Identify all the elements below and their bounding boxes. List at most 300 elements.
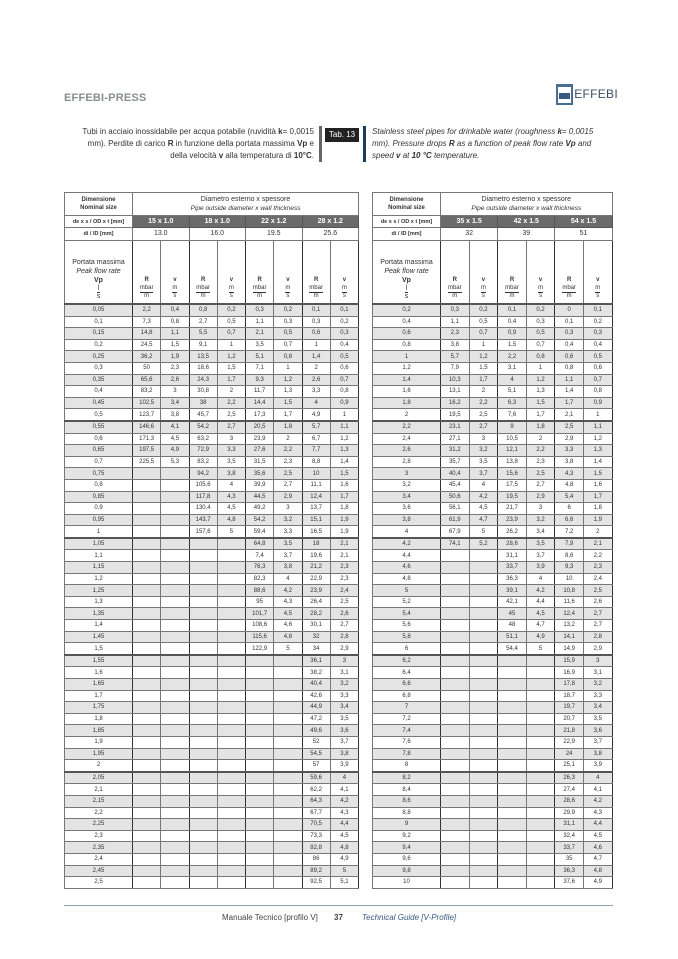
velocity-cell (161, 573, 189, 585)
velocity-cell (217, 784, 245, 796)
table-row (373, 304, 613, 316)
velocity-cell (526, 842, 555, 854)
pressure-drop-cell (441, 725, 470, 737)
velocity-cell (526, 725, 555, 737)
table-row (65, 608, 359, 620)
pressure-drop-cell (133, 807, 161, 819)
pressure-drop-cell (189, 620, 217, 632)
velocity-cell: 3 (330, 655, 358, 667)
flow-rate-cell: 0,95 (65, 514, 133, 526)
velocity-cell (161, 819, 189, 831)
pressure-drop-cell: 0 (555, 304, 584, 316)
pressure-drop-cell: 14,9 (555, 643, 584, 655)
od-label: de x s / OD x t [mm] (65, 216, 133, 228)
pressure-drop-cell (189, 830, 217, 842)
table-row (373, 736, 613, 748)
pressure-drop-cell (246, 655, 274, 667)
velocity-cell: 2,7 (274, 479, 302, 491)
diameter-header: Diametro esterno x spessore Pipe outside diameter x wall thickness (441, 193, 613, 216)
pressure-drop-cell (133, 702, 161, 714)
pressure-drop-header: R $\frac{\text{mbar}}{m}$ (302, 241, 330, 305)
pressure-drop-cell: 13,7 (302, 503, 330, 515)
brand-title: EFFEBI-PRESS (64, 92, 147, 104)
effebi-logo (556, 84, 618, 104)
pressure-drop-cell (498, 842, 527, 854)
table-row (373, 667, 613, 679)
velocity-cell: 1,5 (217, 362, 245, 374)
velocity-cell: 4 (330, 772, 358, 784)
pressure-drop-cell: 83,2 (189, 456, 217, 468)
table-row (65, 573, 359, 585)
pressure-drop-cell: 28,2 (302, 608, 330, 620)
pressure-drop-cell: 9 (498, 421, 527, 433)
table-row (65, 725, 359, 737)
pressure-drop-cell: 5,1 (246, 351, 274, 363)
flow-rate-cell: 1,3 (65, 596, 133, 608)
pressure-drop-cell: 34 (302, 643, 330, 655)
pressure-drop-cell: 88,6 (246, 585, 274, 597)
pressure-drop-cell: 31,5 (246, 456, 274, 468)
pressure-drop-cell: 101,7 (246, 608, 274, 620)
velocity-cell: 0,2 (526, 304, 555, 316)
pressure-drop-cell (246, 760, 274, 772)
velocity-cell: 2,3 (274, 456, 302, 468)
pressure-drop-cell: 20,5 (246, 421, 274, 433)
pressure-drop-cell: 2 (302, 362, 330, 374)
flow-rate-cell: 8,8 (373, 807, 441, 819)
velocity-cell (469, 748, 498, 760)
table-row (65, 760, 359, 772)
velocity-cell (274, 853, 302, 865)
velocity-cell: 3,5 (330, 713, 358, 725)
velocity-cell: 1 (469, 339, 498, 351)
velocity-cell: 3,5 (217, 456, 245, 468)
pressure-drop-cell: 130,4 (189, 503, 217, 515)
velocity-cell: 1,1 (330, 421, 358, 433)
velocity-cell: 0,2 (330, 316, 358, 328)
velocity-cell: 3,4 (161, 397, 189, 409)
velocity-cell (526, 713, 555, 725)
velocity-cell (161, 865, 189, 877)
velocity-cell (274, 655, 302, 667)
velocity-cell: 4,3 (330, 807, 358, 819)
velocity-cell: 2,1 (330, 550, 358, 562)
velocity-cell (217, 550, 245, 562)
pressure-drop-cell (441, 655, 470, 667)
table-row (65, 491, 359, 503)
velocity-cell: 3,2 (330, 679, 358, 691)
table-row (65, 362, 359, 374)
velocity-header: v $\frac{m}{s}$ (469, 241, 498, 305)
flow-rate-cell: 0,3 (65, 362, 133, 374)
unit-fraction: $\frac{\text{mbar}}{m}$ (252, 285, 267, 299)
pressure-drop-cell (189, 877, 217, 889)
table-row (65, 585, 359, 597)
pressure-drop-cell: 36,3 (555, 865, 584, 877)
velocity-cell: 4,1 (161, 421, 189, 433)
pressure-drop-cell (133, 608, 161, 620)
table-row (65, 748, 359, 760)
velocity-cell: 2,3 (583, 562, 612, 574)
velocity-cell: 3,3 (217, 445, 245, 457)
velocity-cell (526, 795, 555, 807)
pressure-drop-cell: 21,8 (555, 725, 584, 737)
divider-bar (363, 126, 366, 162)
caption-bold: 10 °C (411, 151, 432, 160)
pressure-drop-cell: 44,5 (246, 491, 274, 503)
table-row (373, 538, 613, 550)
velocity-cell: 3 (526, 503, 555, 515)
velocity-cell (526, 807, 555, 819)
pressure-drop-cell: 2,6 (302, 374, 330, 386)
pressure-drop-cell (189, 608, 217, 620)
velocity-cell: 0,5 (217, 316, 245, 328)
velocity-cell: 2,5 (526, 468, 555, 480)
velocity-cell: 5 (526, 643, 555, 655)
table-row (373, 468, 613, 480)
pressure-drop-cell: 59,6 (302, 772, 330, 784)
pressure-drop-cell (133, 550, 161, 562)
pressure-drop-cell (498, 679, 527, 691)
table-row (373, 679, 613, 691)
velocity-cell (274, 807, 302, 819)
flow-rate-cell: 8,4 (373, 784, 441, 796)
flow-rate-cell: 9,6 (373, 853, 441, 865)
velocity-cell (161, 713, 189, 725)
velocity-cell (217, 772, 245, 784)
velocity-cell (469, 550, 498, 562)
pressure-drop-cell: 0,9 (498, 328, 527, 340)
pressure-drop-cell: 67,7 (302, 807, 330, 819)
velocity-cell: 2,9 (274, 491, 302, 503)
pressure-drop-cell: 36,2 (133, 351, 161, 363)
table-row (373, 479, 613, 491)
pressure-drop-cell (133, 830, 161, 842)
velocity-cell (469, 573, 498, 585)
flow-rate-cell: 0,55 (65, 421, 133, 433)
velocity-cell (526, 760, 555, 772)
flow-rate-cell: 2,6 (373, 445, 441, 457)
pressure-drop-cell: 7,4 (246, 550, 274, 562)
velocity-cell: 0,9 (330, 397, 358, 409)
pressure-drop-cell (498, 655, 527, 667)
velocity-header: v $\frac{m}{s}$ (274, 241, 302, 305)
velocity-cell (526, 667, 555, 679)
table-row (373, 596, 613, 608)
table-row (65, 526, 359, 538)
pressure-drop-cell (441, 713, 470, 725)
velocity-cell: 0,6 (330, 362, 358, 374)
pipe-size-header: 54 x 1.5 (555, 216, 612, 228)
pressure-drop-cell: 10,3 (441, 374, 470, 386)
velocity-cell: 1,5 (583, 468, 612, 480)
velocity-cell: 4,9 (161, 445, 189, 457)
velocity-cell: 0,7 (330, 374, 358, 386)
velocity-cell (217, 760, 245, 772)
velocity-cell (274, 784, 302, 796)
velocity-cell: 0,2 (469, 304, 498, 316)
velocity-cell: 0,3 (330, 328, 358, 340)
flow-rate-cell: 0,35 (65, 374, 133, 386)
velocity-cell: 1,8 (583, 503, 612, 515)
table-row (373, 830, 613, 842)
pressure-drop-cell (133, 596, 161, 608)
flow-rate-cell: 0,15 (65, 328, 133, 340)
pressure-drop-cell (441, 865, 470, 877)
flow-rate-cell: 1,8 (65, 713, 133, 725)
pressure-drop-cell: 20,7 (555, 713, 584, 725)
velocity-cell: 0,7 (217, 328, 245, 340)
velocity-cell (161, 795, 189, 807)
velocity-cell: 4,1 (583, 784, 612, 796)
pressure-drop-cell (133, 479, 161, 491)
flow-rate-cell: 3 (373, 468, 441, 480)
table-row (373, 550, 613, 562)
flow-rate-cell: 6,4 (373, 667, 441, 679)
flow-rate-cell: 9 (373, 819, 441, 831)
velocity-cell: 4,5 (217, 503, 245, 515)
flow-rate-cell: 2 (373, 409, 441, 421)
pressure-drop-cell: 59,4 (246, 526, 274, 538)
velocity-cell (526, 690, 555, 702)
velocity-cell: 3,7 (330, 736, 358, 748)
pressure-drop-cell: 27,6 (246, 445, 274, 457)
flow-rate-cell: 6,8 (373, 690, 441, 702)
unit-fraction: $\frac{\text{mbar}}{m}$ (309, 285, 323, 299)
pressure-drop-cell: 16,5 (302, 526, 330, 538)
pressure-drop-cell: 50,6 (441, 491, 470, 503)
flow-rate-cell: 7,2 (373, 713, 441, 725)
pressure-drop-cell (133, 736, 161, 748)
pressure-drop-cell: 13,2 (555, 620, 584, 632)
flow-rate-cell: 1,5 (65, 643, 133, 655)
pressure-drop-cell: 95 (246, 596, 274, 608)
velocity-cell (217, 690, 245, 702)
pressure-drop-cell: 12,4 (302, 491, 330, 503)
pressure-drop-cell: 16,9 (555, 667, 584, 679)
pressure-drop-cell: 9,3 (555, 562, 584, 574)
velocity-cell: 0,8 (583, 386, 612, 398)
flow-rate-cell: 5,4 (373, 608, 441, 620)
velocity-cell: 5 (330, 865, 358, 877)
pressure-drop-cell: 39,1 (498, 585, 527, 597)
unit-fraction: $\frac{m}{s}$ (228, 285, 234, 299)
velocity-cell (469, 877, 498, 889)
pressure-drop-cell: 2,9 (555, 433, 584, 445)
unit-fraction: $\frac{m}{s}$ (595, 285, 601, 299)
pressure-drop-cell (498, 795, 527, 807)
velocity-cell: 0,5 (330, 351, 358, 363)
velocity-cell: 4,8 (274, 631, 302, 643)
pressure-drop-cell: 3,8 (555, 456, 584, 468)
pressure-drop-cell: 4 (302, 397, 330, 409)
pressure-drop-cell (133, 620, 161, 632)
velocity-cell: 3,5 (469, 456, 498, 468)
pressure-drop-cell (189, 596, 217, 608)
flow-rate-cell: 1,4 (373, 374, 441, 386)
pressure-drop-cell: 3,1 (498, 362, 527, 374)
pressure-drop-cell (133, 748, 161, 760)
flow-rate-cell: 10 (373, 877, 441, 889)
velocity-cell: 2,9 (526, 491, 555, 503)
pressure-drop-cell: 19,6 (302, 550, 330, 562)
flow-rate-cell: 9,2 (373, 830, 441, 842)
table-row (65, 433, 359, 445)
flow-rate-cell: 2,35 (65, 842, 133, 854)
pressure-drop-cell (441, 690, 470, 702)
pressure-drop-cell: 197,5 (133, 445, 161, 457)
pressure-drop-cell: 0,4 (498, 316, 527, 328)
flow-rate-cell: 6,2 (373, 655, 441, 667)
velocity-cell (217, 631, 245, 643)
pressure-drop-cell (441, 784, 470, 796)
pressure-drop-cell (133, 514, 161, 526)
velocity-cell (274, 760, 302, 772)
pressure-drop-cell: 54,5 (302, 748, 330, 760)
velocity-cell (469, 736, 498, 748)
velocity-cell (217, 643, 245, 655)
velocity-cell: 1,2 (217, 351, 245, 363)
pressure-drop-cell (133, 713, 161, 725)
pressure-drop-cell: 2,2 (133, 304, 161, 316)
pressure-drop-cell (189, 842, 217, 854)
flow-rate-cell: 1,8 (373, 397, 441, 409)
flow-rate-cell: 0,6 (373, 328, 441, 340)
pressure-drop-cell (133, 491, 161, 503)
pressure-drop-cell (246, 795, 274, 807)
flow-rate-header: Portata massima Peak flow rate Vp $\frac{l}{s}$ (65, 241, 133, 305)
pressure-drop-table-right (372, 192, 613, 889)
velocity-cell (469, 853, 498, 865)
flow-rate-cell: 1,15 (65, 562, 133, 574)
velocity-cell (469, 585, 498, 597)
velocity-cell: 0,5 (526, 328, 555, 340)
pressure-drop-cell (246, 702, 274, 714)
velocity-cell: 1,9 (330, 526, 358, 538)
pressure-drop-cell (441, 550, 470, 562)
unit-fraction: $\frac{\text{mbar}}{m}$ (447, 285, 462, 299)
pressure-drop-cell: 13,1 (441, 386, 470, 398)
velocity-cell: 1,1 (583, 421, 612, 433)
pressure-drop-cell: 0,3 (555, 328, 584, 340)
pressure-drop-cell: 1,7 (555, 397, 584, 409)
pressure-drop-cell: 11,7 (246, 386, 274, 398)
velocity-header: v $\frac{m}{s}$ (161, 241, 189, 305)
pressure-drop-cell (441, 643, 470, 655)
table-row (373, 620, 613, 632)
caption-bold: Vp (297, 139, 308, 148)
flow-rate-cell: 8,6 (373, 795, 441, 807)
pressure-drop-cell: 36,1 (302, 655, 330, 667)
pressure-drop-cell (189, 667, 217, 679)
velocity-cell (161, 538, 189, 550)
pressure-drop-cell (441, 795, 470, 807)
pressure-drop-cell: 225,5 (133, 456, 161, 468)
table-row (373, 877, 613, 889)
velocity-cell (161, 491, 189, 503)
velocity-cell: 4,8 (330, 842, 358, 854)
flow-rate-cell: 2,4 (65, 853, 133, 865)
flow-rate-cell: 1 (373, 351, 441, 363)
caption-bold: k (278, 127, 283, 136)
od-label: de x s / OD x t [mm] (373, 216, 441, 228)
table-row (65, 772, 359, 784)
flow-rate-cell: 3,6 (373, 503, 441, 515)
pressure-drop-cell: 7,9 (555, 538, 584, 550)
pressure-drop-cell: 4,3 (555, 468, 584, 480)
velocity-cell (161, 643, 189, 655)
pressure-drop-cell (246, 748, 274, 760)
table-row (373, 433, 613, 445)
velocity-cell (526, 655, 555, 667)
flow-rate-cell: 0,2 (373, 304, 441, 316)
pressure-drop-cell (133, 538, 161, 550)
velocity-cell: 2,1 (583, 538, 612, 550)
velocity-cell: 2,4 (583, 573, 612, 585)
pressure-drop-cell: 2,1 (246, 328, 274, 340)
velocity-cell (469, 690, 498, 702)
pressure-drop-cell: 4 (498, 374, 527, 386)
velocity-cell: 0,5 (469, 316, 498, 328)
caption-text: = 0,0015 mm). Perdite di carico (87, 127, 314, 148)
pressure-drop-cell (133, 679, 161, 691)
pressure-drop-cell: 36,3 (498, 573, 527, 585)
velocity-cell (217, 877, 245, 889)
caption-text: . (311, 151, 314, 160)
table-row (65, 853, 359, 865)
pressure-drop-cell: 19,5 (441, 409, 470, 421)
pressure-drop-cell (441, 596, 470, 608)
pressure-drop-cell: 39,9 (246, 479, 274, 491)
pressure-drop-cell: 27,4 (555, 784, 584, 796)
pressure-drop-cell: 21,2 (302, 562, 330, 574)
pressure-drop-cell (133, 655, 161, 667)
pressure-drop-cell: 8,8 (302, 456, 330, 468)
pressure-drop-cell (498, 748, 527, 760)
unit-fraction: $\frac{l}{s}$ (96, 285, 101, 300)
pressure-drop-cell: 40,4 (441, 468, 470, 480)
table-row (65, 830, 359, 842)
pressure-drop-cell (441, 667, 470, 679)
flow-rate-cell: 1,6 (65, 667, 133, 679)
table-row (65, 514, 359, 526)
velocity-cell: 0,8 (274, 351, 302, 363)
pressure-drop-cell: 42,6 (302, 690, 330, 702)
velocity-cell (217, 795, 245, 807)
velocity-cell (217, 853, 245, 865)
velocity-cell: 4,8 (583, 865, 612, 877)
velocity-cell: 1 (274, 362, 302, 374)
velocity-cell: 1,2 (583, 433, 612, 445)
pressure-drop-cell: 115,6 (246, 631, 274, 643)
pressure-drop-cell: 23,9 (246, 433, 274, 445)
pressure-drop-cell (441, 877, 470, 889)
table-row (373, 445, 613, 457)
pressure-drop-cell: 28,6 (555, 795, 584, 807)
flow-rate-cell: 2,25 (65, 819, 133, 831)
pressure-drop-cell: 2,1 (555, 409, 584, 421)
pressure-drop-cell: 10 (302, 468, 330, 480)
velocity-cell: 3,8 (583, 748, 612, 760)
velocity-cell (469, 608, 498, 620)
flow-rate-cell: 9,4 (373, 842, 441, 854)
pipe-size-header: 15 x 1.0 (133, 216, 190, 228)
flow-rate-cell: 7,6 (373, 736, 441, 748)
velocity-cell (217, 830, 245, 842)
velocity-cell: 3,7 (583, 736, 612, 748)
flow-rate-cell: 4 (373, 526, 441, 538)
velocity-cell: 4,9 (526, 631, 555, 643)
